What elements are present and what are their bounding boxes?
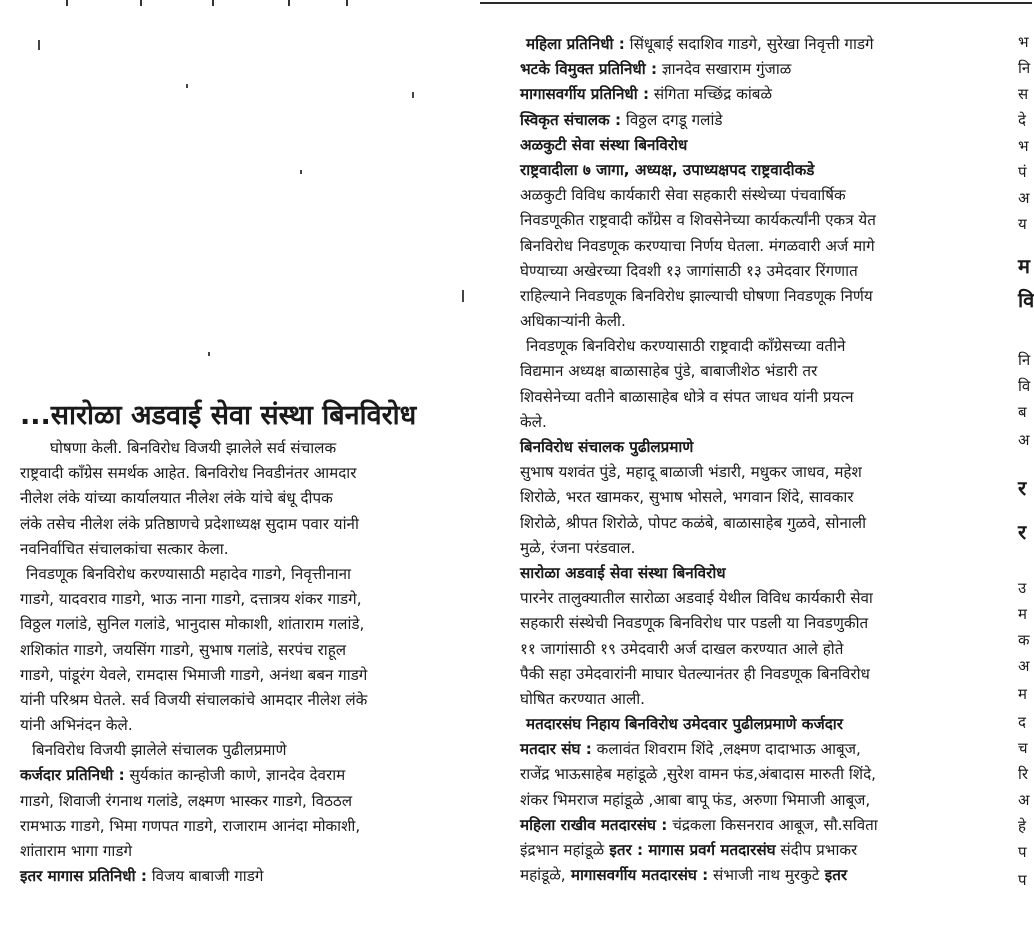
text-line: [20, 638, 500, 663]
text-line: [520, 259, 1000, 284]
line-text: शांताराम भागा गाडगे: [20, 842, 132, 860]
cropped-text-fragment: ब: [1018, 403, 1027, 421]
text-line: [20, 612, 500, 637]
text-line: [520, 838, 1000, 863]
text-line: [520, 611, 1000, 636]
cropped-text-fragment: म: [1018, 254, 1030, 278]
line-text: सिंधूबाई सदाशिव गाडगे, सुरेखा निवृत्ती गाडगे: [624, 35, 874, 53]
cropped-text-fragment: उ: [1018, 579, 1027, 597]
line-text: विद्यमान अध्यक्ष बाळासाहेब पुंडे, बाबाजीशेठ भंडारी तर: [520, 362, 818, 381]
bold-label: बिनविरोध संचालक पुढीलप्रमाणे: [520, 438, 694, 456]
text-line: [520, 108, 1000, 133]
text-line: [520, 561, 1000, 586]
text-line: [520, 32, 1000, 57]
text-line: [520, 536, 1000, 561]
column-rule: [480, 2, 1032, 4]
text-line: [520, 334, 1000, 359]
text-line: [520, 284, 1000, 309]
bold-label: भटके विमुक्त प्रतिनिधी :: [520, 60, 658, 79]
article-headline: ...सारोळा अडवाई सेवा संस्था बिनविरोध: [20, 400, 417, 431]
text-line: [20, 461, 500, 486]
print-speck: [208, 352, 210, 356]
line-text: पैकी सहा उमेदवारांनी माघार घेतल्यानंतर ही निवडणूक बिनविरोध: [520, 664, 870, 683]
line-text: घोषणा केली. बिनविरोध विजयी झालेले सर्व संचालक: [50, 439, 337, 457]
text-line: [520, 234, 1000, 259]
cropped-text-fragment: नि: [1018, 59, 1031, 77]
print-speck: [300, 170, 302, 174]
line-text: निवडणूक बिनविरोध करण्यासाठी राष्ट्रवादी कॉंग्रेसच्या वतीने: [526, 337, 846, 356]
cropped-text-fragment: द: [1018, 713, 1026, 731]
bold-label: मतदार संघ :: [520, 740, 592, 759]
text-line: [20, 713, 500, 738]
cropped-text-fragment: च: [1018, 739, 1028, 757]
line-text: यांनी परिश्रम घेतले. सर्व विजयी संचालकांचे आमदार नीलेश लंके: [20, 690, 368, 709]
text-line: [520, 712, 1000, 737]
line-text: राष्ट्रवादी काँग्रेस समर्थक आहेत. बिनविरोध निवडीनंतर आमदार: [20, 464, 357, 483]
cropped-text-fragment: पं: [1018, 163, 1027, 181]
cropped-text-fragment: अ: [1018, 431, 1030, 449]
bold-label: इतर मागास प्रतिनिधी :: [20, 867, 147, 886]
line-text: यांनी अभिनंदन केले.: [20, 716, 133, 735]
text-line: [20, 864, 500, 889]
bold-label: सारोळा अडवाई सेवा संस्था बिनविरोध: [520, 563, 726, 582]
text-line: [20, 663, 500, 688]
text-line: [520, 359, 1000, 384]
bold-label: स्विकृत संचालक :: [520, 110, 622, 129]
line-text: सहकारी संस्थेची निवडणूक बिनविरोध पार पडली या निवडणुकीत: [520, 614, 869, 633]
line-text: घोषित करण्यात आली.: [520, 689, 646, 708]
line-text: बिनविरोध निवडणूक करण्याचा निर्णय घेतला. मंगळवारी अर्ज मागे: [520, 236, 875, 255]
text-line: [520, 410, 1000, 435]
text-line: [20, 587, 500, 612]
line-text: अधिकाऱ्यांनी केली.: [520, 312, 626, 331]
line-text: शिवसेनेच्या वतीने बाळासाहेब धोत्रे व संपत जाधव यांनी प्रयत्न: [520, 387, 854, 406]
edge-tick: [66, 0, 68, 6]
cropped-text-fragment: दे: [1018, 111, 1026, 129]
cropped-text-fragment: य: [1018, 215, 1027, 233]
line-text: अळकुटी विविध कार्यकारी सेवा सहकारी संस्थेच्या पंचवार्षिक: [520, 186, 846, 205]
text-line: [20, 486, 500, 511]
line-text: शशिकांत गाडगे, जयसिंग गाडगे, सुभाष गलांडे, सरपंच राहूल: [20, 640, 347, 659]
middle-column: [520, 32, 1000, 888]
line-text: विठ्ठल दगडू गलांडे: [621, 110, 723, 129]
line-text: राजेंद्र भाऊसाहेब महांडूळे ,सुरेश वामन फंड,अंबादास मारुती शिंदे,: [520, 765, 876, 784]
line-text: कलावंत शिवराम शिंदे ,लक्ष्मण दादाभाऊ आबूज,: [591, 740, 861, 759]
bold-label: कर्जदार प्रतिनिधी :: [20, 766, 125, 785]
line-text: गाडगे, यादवराव गाडगे, भाऊ नाना गाडगे, दत्तात्रय शंकर गाडगे,: [20, 590, 362, 609]
text-line: [20, 436, 500, 461]
line-text: बिनविरोध विजयी झालेले संचालक पुढीलप्रमाणे: [32, 741, 287, 760]
bold-label: मागासवर्गीय प्रतिनिधी :: [520, 85, 650, 104]
line-text: ज्ञानदेव सखाराम गुंजाळ: [657, 60, 792, 79]
line-text: केले.: [520, 412, 547, 431]
line-text: इंद्रभान महांडूळे: [520, 841, 605, 859]
cropped-text-fragment: क: [1018, 631, 1030, 649]
cropped-text-fragment: वि: [1018, 377, 1031, 395]
line-text: विजय बाबाजी गाडगे: [146, 867, 264, 886]
line-text: सुभाष यशवंत पुंडे, महादू बाळाजी भंडारी, मधुकर जाधव, महेश: [520, 463, 862, 482]
line-text: नीलेश लंके यांच्या कार्यालयात नीलेश लंके यांचे बंधू दीपक: [20, 489, 333, 508]
line-text: पारनेर तालुक्यातील सारोळा अडवाई येथील विविध कार्यकारी सेवा: [520, 589, 873, 608]
print-speck: [186, 84, 188, 88]
line-text: महांडूळे,: [520, 866, 566, 885]
text-line: [520, 737, 1000, 762]
line-text: संभाजी नाथ मुरकुटे: [708, 866, 820, 885]
text-line: [20, 763, 500, 788]
bold-label: मतदारसंघ निहाय बिनविरोध उमेदवार पुढीलप्रमाणे कर्जदार: [526, 715, 843, 734]
cropped-text-fragment: अ: [1018, 657, 1030, 675]
text-line: [20, 688, 500, 713]
bold-label: इतर : मागास प्रवर्ग मतदारसंघ: [604, 841, 776, 859]
cropped-text-fragment: वि: [1018, 288, 1034, 312]
text-line: [20, 562, 500, 587]
text-line: [520, 788, 1000, 813]
text-line: [520, 637, 1000, 662]
text-line: [520, 208, 1000, 233]
text-line: [20, 839, 500, 864]
cropped-text-fragment: प: [1018, 843, 1027, 861]
cropped-text-fragment: अ: [1018, 189, 1030, 207]
line-text: गाडगे, पांडूरंग येवले, रामदास भिमाजी गाडगे, अनंथा बबन गाडगे: [20, 665, 368, 684]
text-line: [520, 687, 1000, 712]
line-text: विठ्ठल गलांडे, सुनिल गलांडे, भानुदास मोकाशी, शांताराम गलांडे,: [20, 615, 365, 634]
text-line: [520, 133, 1000, 158]
edge-tick: [212, 0, 214, 6]
line-text: चंद्रकला किसनराव आबूज, सौ.सविता: [667, 815, 878, 834]
line-text: निवडणूक बिनविरोध करण्यासाठी महादेव गाडगे, निवृत्तीनाना: [26, 564, 351, 583]
bold-label: राष्ट्रवादीला ७ जागा, अध्यक्ष, उपाध्यक्षपद राष्ट्रवादीकडे: [520, 160, 815, 179]
line-text: शिरोळे, भरत खामकर, सुभाष भोसले, भगवान शिंदे, सावकार: [520, 488, 854, 507]
cropped-text-fragment: भ: [1018, 33, 1029, 51]
line-text: शिरोळे, श्रीपत शिरोळे, पोपट कळंबे, बाळासाहेब गुळवे, सोनाली: [520, 513, 867, 532]
top-page-edge: [0, 0, 1032, 8]
print-speck: [38, 40, 40, 50]
line-text: शंकर भिमराज महांडूळे ,आबा बापू फंड, अरुणा भिमाजी आबूज,: [520, 790, 871, 809]
text-line: [520, 309, 1000, 334]
line-text: नवनिर्वाचित संचालकांचा सत्कार केला.: [20, 539, 229, 558]
print-speck: [462, 290, 464, 302]
bold-label: मागासवर्गीय मतदारसंघ :: [565, 866, 709, 885]
text-line: [520, 57, 1000, 82]
line-text: राहिल्याने निवडणूक बिनविरोध झाल्याची घोषणा निवडणूक निर्णय: [520, 286, 873, 305]
line-text: गाडगे, शिवाजी रंगनाथ गलांडे, लक्ष्मण भास्कर गाडगे, विठठल: [20, 791, 353, 810]
text-line: [520, 158, 1000, 183]
text-line: [520, 586, 1000, 611]
print-speck: [412, 92, 414, 98]
line-text: मुळे, रंजना परंडवाल.: [520, 538, 636, 557]
bold-label: महिला राखीव मतदारसंघ :: [520, 815, 668, 834]
text-line: [20, 512, 500, 537]
edge-tick: [140, 0, 142, 6]
cropped-text-fragment: रि: [1018, 765, 1029, 783]
text-line: [520, 511, 1000, 536]
left-column: [20, 436, 500, 889]
cropped-text-fragment: प: [1018, 871, 1027, 889]
line-text: ११ जागांसाठी १९ उमेदवारी अर्ज दाखल करण्यात आले होते: [520, 639, 844, 658]
text-line: [520, 662, 1000, 687]
text-line: [520, 762, 1000, 787]
right-column-cropped: [1010, 32, 1032, 932]
bold-label: अळकुटी सेवा संस्था बिनविरोध: [520, 135, 688, 154]
text-line: [520, 183, 1000, 208]
edge-tick: [288, 0, 290, 6]
text-line: [520, 863, 1000, 888]
bold-label: इतर: [819, 866, 848, 885]
cropped-text-fragment: र: [1018, 476, 1027, 500]
cropped-text-fragment: स: [1018, 85, 1029, 103]
line-text: संगिता मच्छिंद्र कांबळे: [649, 85, 772, 104]
line-text: घेण्याच्या अखेरच्या दिवशी १३ जागांसाठी १३ उमेदवार रिंगणात: [520, 261, 858, 280]
cropped-text-fragment: हे: [1018, 817, 1026, 835]
text-line: [520, 385, 1000, 410]
cropped-text-fragment: भ: [1018, 137, 1029, 155]
line-text: संदीप प्रभाकर: [775, 841, 858, 859]
text-line: [20, 814, 500, 839]
text-line: [520, 813, 1000, 838]
cropped-text-fragment: अ: [1018, 791, 1030, 809]
text-line: [20, 738, 500, 763]
line-text: सुर्यकांत कान्होजी काणे, ज्ञानदेव देवराम: [124, 766, 346, 785]
cropped-text-fragment: नि: [1018, 351, 1031, 369]
bold-label: महिला प्रतिनिधी :: [526, 35, 625, 53]
cropped-text-fragment: र: [1018, 520, 1027, 544]
cropped-text-fragment: म: [1018, 605, 1027, 623]
line-text: लंके तसेच नीलेश लंके प्रतिष्ठाणचे प्रदेशाध्यक्ष सुदाम पवार यांनी: [20, 514, 359, 533]
edge-tick: [346, 0, 348, 6]
cropped-text-fragment: म: [1018, 685, 1027, 703]
text-line: [520, 485, 1000, 510]
text-line: [20, 537, 500, 562]
text-line: [20, 789, 500, 814]
line-text: निवडणूकीत राष्ट्रवादी कॉंग्रेस व शिवसेनेच्या कार्यकर्त्यांनी एकत्र येत: [520, 211, 876, 230]
text-line: [520, 82, 1000, 107]
text-line: [520, 435, 1000, 460]
text-line: [520, 460, 1000, 485]
line-text: रामभाऊ गाडगे, भिमा गणपत गाडगे, राजाराम आनंदा मोकाशी,: [20, 816, 361, 835]
